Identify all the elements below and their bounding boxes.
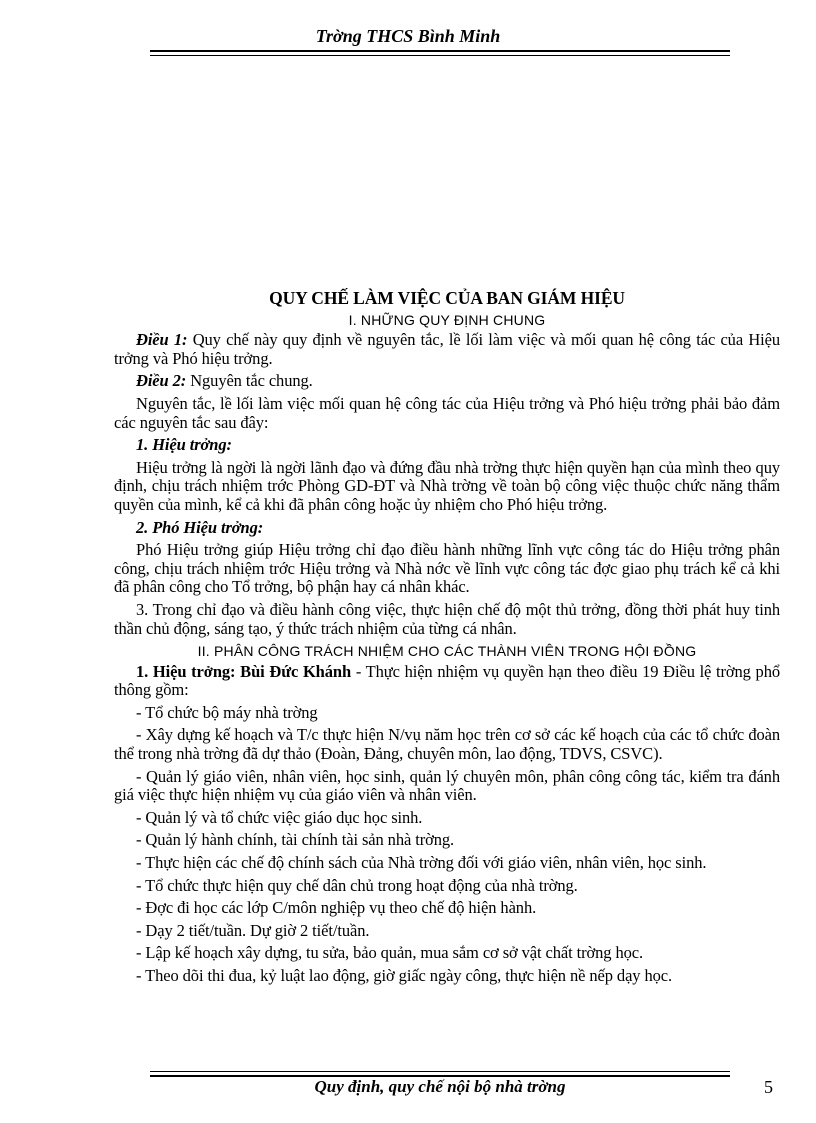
subheading-vice-principal: 2. Phó Hiệu trởng: <box>136 517 264 537</box>
list-item: - Thực hiện các chế độ chính sách của Nhà trờng đối với giáo viên, nhân viên, học sinh. <box>136 853 707 873</box>
list-item: - Tổ chức thực hiện quy chế dân chủ trong hoạt động của nhà trờng. <box>136 875 578 895</box>
paragraph-3: 3. Trong chỉ đạo và điều hành công việc, thực hiện chế độ một thủ trởng, đồng thời phát huy tinh thần chủ động, sáng tạo, ý thức trách nhiệm của từng cá nhân. <box>114 599 780 638</box>
principal-name-label: 1. Hiệu trởng: Bùi Đức Khánh <box>136 661 352 681</box>
principal-paragraph: Hiệu trởng là ngời là ngời lãnh đạo và đứng đầu nhà trờng thực hiện quyền hạn của mình theo quy định, chịu trách nhiệm trớc Phòng GD-ĐT và Nhà trờng về toàn bộ công việc thuộc chức năng thẩm quyền của mình, kể cả khi đã phân công hoặc ủy nhiệm cho Phó hiệu trởng. <box>114 457 780 514</box>
page-number: 5 <box>764 1077 773 1097</box>
list-item: - Quản lý và tổ chức việc giáo dục học sinh. <box>136 807 423 827</box>
document-title: QUY CHẾ LÀM VIỆC CỦA BAN GIÁM HIỆU <box>269 288 625 308</box>
list-item: - Lập kế hoạch xây dựng, tu sửa, bảo quản, mua sắm cơ sở vật chất trờng học. <box>136 943 644 963</box>
article-2-label: Điều 2: <box>136 371 187 391</box>
article-2-text: Nguyên tắc chung. <box>186 371 313 391</box>
list-item: - Dạy 2 tiết/tuần. Dự giờ 2 tiết/tuần. <box>136 920 370 940</box>
document-body <box>114 289 780 986</box>
list-item: - Đợc đi học các lớp C/môn nghiệp vụ theo chế độ hiện hành. <box>136 898 537 918</box>
footer-rule-thin <box>150 1071 730 1072</box>
section-heading-2: II. PHÂN CÔNG TRÁCH NHIỆM CHO CÁC THÀNH VIÊN TRONG HỘI ĐỒNG <box>197 643 697 660</box>
article-2 <box>114 372 780 391</box>
principal-duties-text: - Thực hiện nhiệm vụ quyền hạn theo điều 19 Điều lệ trờng phổ thông gồm: <box>114 661 781 700</box>
header-rule-thick <box>150 50 730 52</box>
section-heading-1: I. NHỮNG QUY ĐỊNH CHUNG <box>348 311 546 328</box>
subheading-principal: 1. Hiệu trởng: <box>136 435 232 455</box>
list-item: - Theo dõi thi đua, kỷ luật lao động, giờ giấc ngày công, thực hiện nề nếp dạy học. <box>136 966 673 985</box>
article-1-text: Quy chế này quy định về nguyên tắc, lề lối làm việc và mối quan hệ công tác của Hiệu trởng và Phó hiệu trởng. <box>114 330 780 368</box>
list-item: - Tổ chức bộ máy nhà trờng <box>136 702 318 722</box>
article-1-label: Điều 1: <box>136 330 188 350</box>
list-item: - Quản lý giáo viên, nhân viên, học sinh, quản lý chuyên môn, phân công công tác, kiểm tra đánh giá việc thực hiện nhiệm vụ của giáo viên và nhân viên. <box>114 766 780 805</box>
header-rule-thin <box>150 55 730 56</box>
page-header: Trờng THCS Bình Minh <box>315 26 501 46</box>
page-footer: Quy định, quy chế nội bộ nhà trờng <box>314 1077 566 1096</box>
article-1 <box>114 331 780 368</box>
article-2-paragraph: Nguyên tắc, lề lối làm việc mối quan hệ công tác của Hiệu trởng và Phó hiệu trởng phải bảo đảm các nguyên tắc sau đây: <box>114 393 780 432</box>
list-item: - Xây dựng kế hoạch và T/c thực hiện N/vụ năm học trên cơ sở các kế hoạch của các tổ chức đoàn thể trong nhà trờng đã dự thảo (Đoàn, Đảng, chuyên môn, lao động, TDVS, CSVC). <box>114 725 780 764</box>
vice-principal-paragraph: Phó Hiệu trởng giúp Hiệu trởng chỉ đạo điều hành những lĩnh vực công tác do Hiệu trởng phân công, chịu trách nhiệm trớc Hiệu trởng và Nhà nớc về lĩnh vực công tác đợc giao phụ trách kể cả khi đã phân công cho Tổ trởng, bộ phận hay cá nhân khác. <box>114 540 780 597</box>
list-item: - Quản lý hành chính, tài chính tài sản nhà trờng. <box>136 830 455 850</box>
principal-duties-intro <box>114 663 780 700</box>
